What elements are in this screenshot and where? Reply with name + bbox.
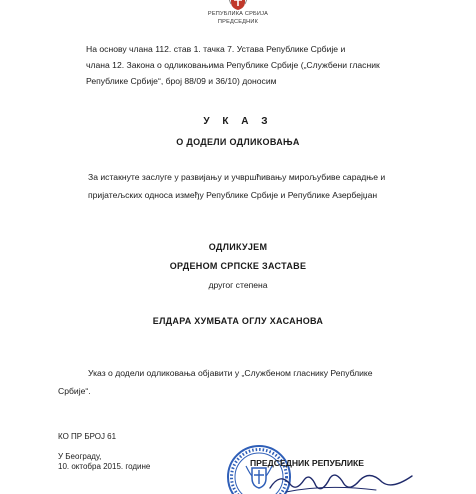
issue-date: 10. октобра 2015. године xyxy=(58,462,151,471)
issue-city: У Београду, xyxy=(58,452,102,461)
decree-subtitle: О ДОДЕЛИ ОДЛИКОВАЊА xyxy=(176,137,300,147)
preamble-line-2: члана 12. Закона о одликовањима Републике Србије („Службени гласник xyxy=(86,60,380,70)
reason-line-2: пријатељских односа између Републике Србије и Републике Азербејџан xyxy=(88,190,378,200)
header-office: ПРЕДСЕДНИК xyxy=(217,19,259,25)
decree-title: У К А З xyxy=(203,116,273,127)
publication-line-2: Србије“. xyxy=(58,386,91,396)
header-country: РЕПУБЛИКА СРБИЈА xyxy=(207,11,269,17)
award-degree: другог степена xyxy=(208,280,268,290)
award-order: ОРДЕНОМ СРПСКЕ ЗАСТАВЕ xyxy=(169,261,307,271)
signature-icon xyxy=(266,466,416,494)
preamble-line-1: На основу члана 112. став 1. тачка 7. Устава Републике Србије и xyxy=(86,44,346,54)
preamble-line-3: Републике Србије“, број 88/09 и 36/10) доносим xyxy=(86,76,277,86)
publication-line-1: Указ о додели одликовања објавити у „Службеном гласнику Републике xyxy=(88,368,373,378)
reference-number: КО ПР БРОЈ 61 xyxy=(58,432,117,441)
award-recipient: ЕЛДАРА ХУМБАТА ОГЛУ ХАСАНОВА xyxy=(152,316,324,326)
reason-line-1: За истакнуте заслуге у развијању и учвршћивању мирољубиве сарадње и xyxy=(88,172,386,182)
signatory-title: ПРЕДСЕДНИК РЕПУБЛИКЕ xyxy=(250,458,364,468)
award-verb: ОДЛИКУЈЕМ xyxy=(208,242,268,252)
coat-of-arms-icon xyxy=(228,0,248,10)
